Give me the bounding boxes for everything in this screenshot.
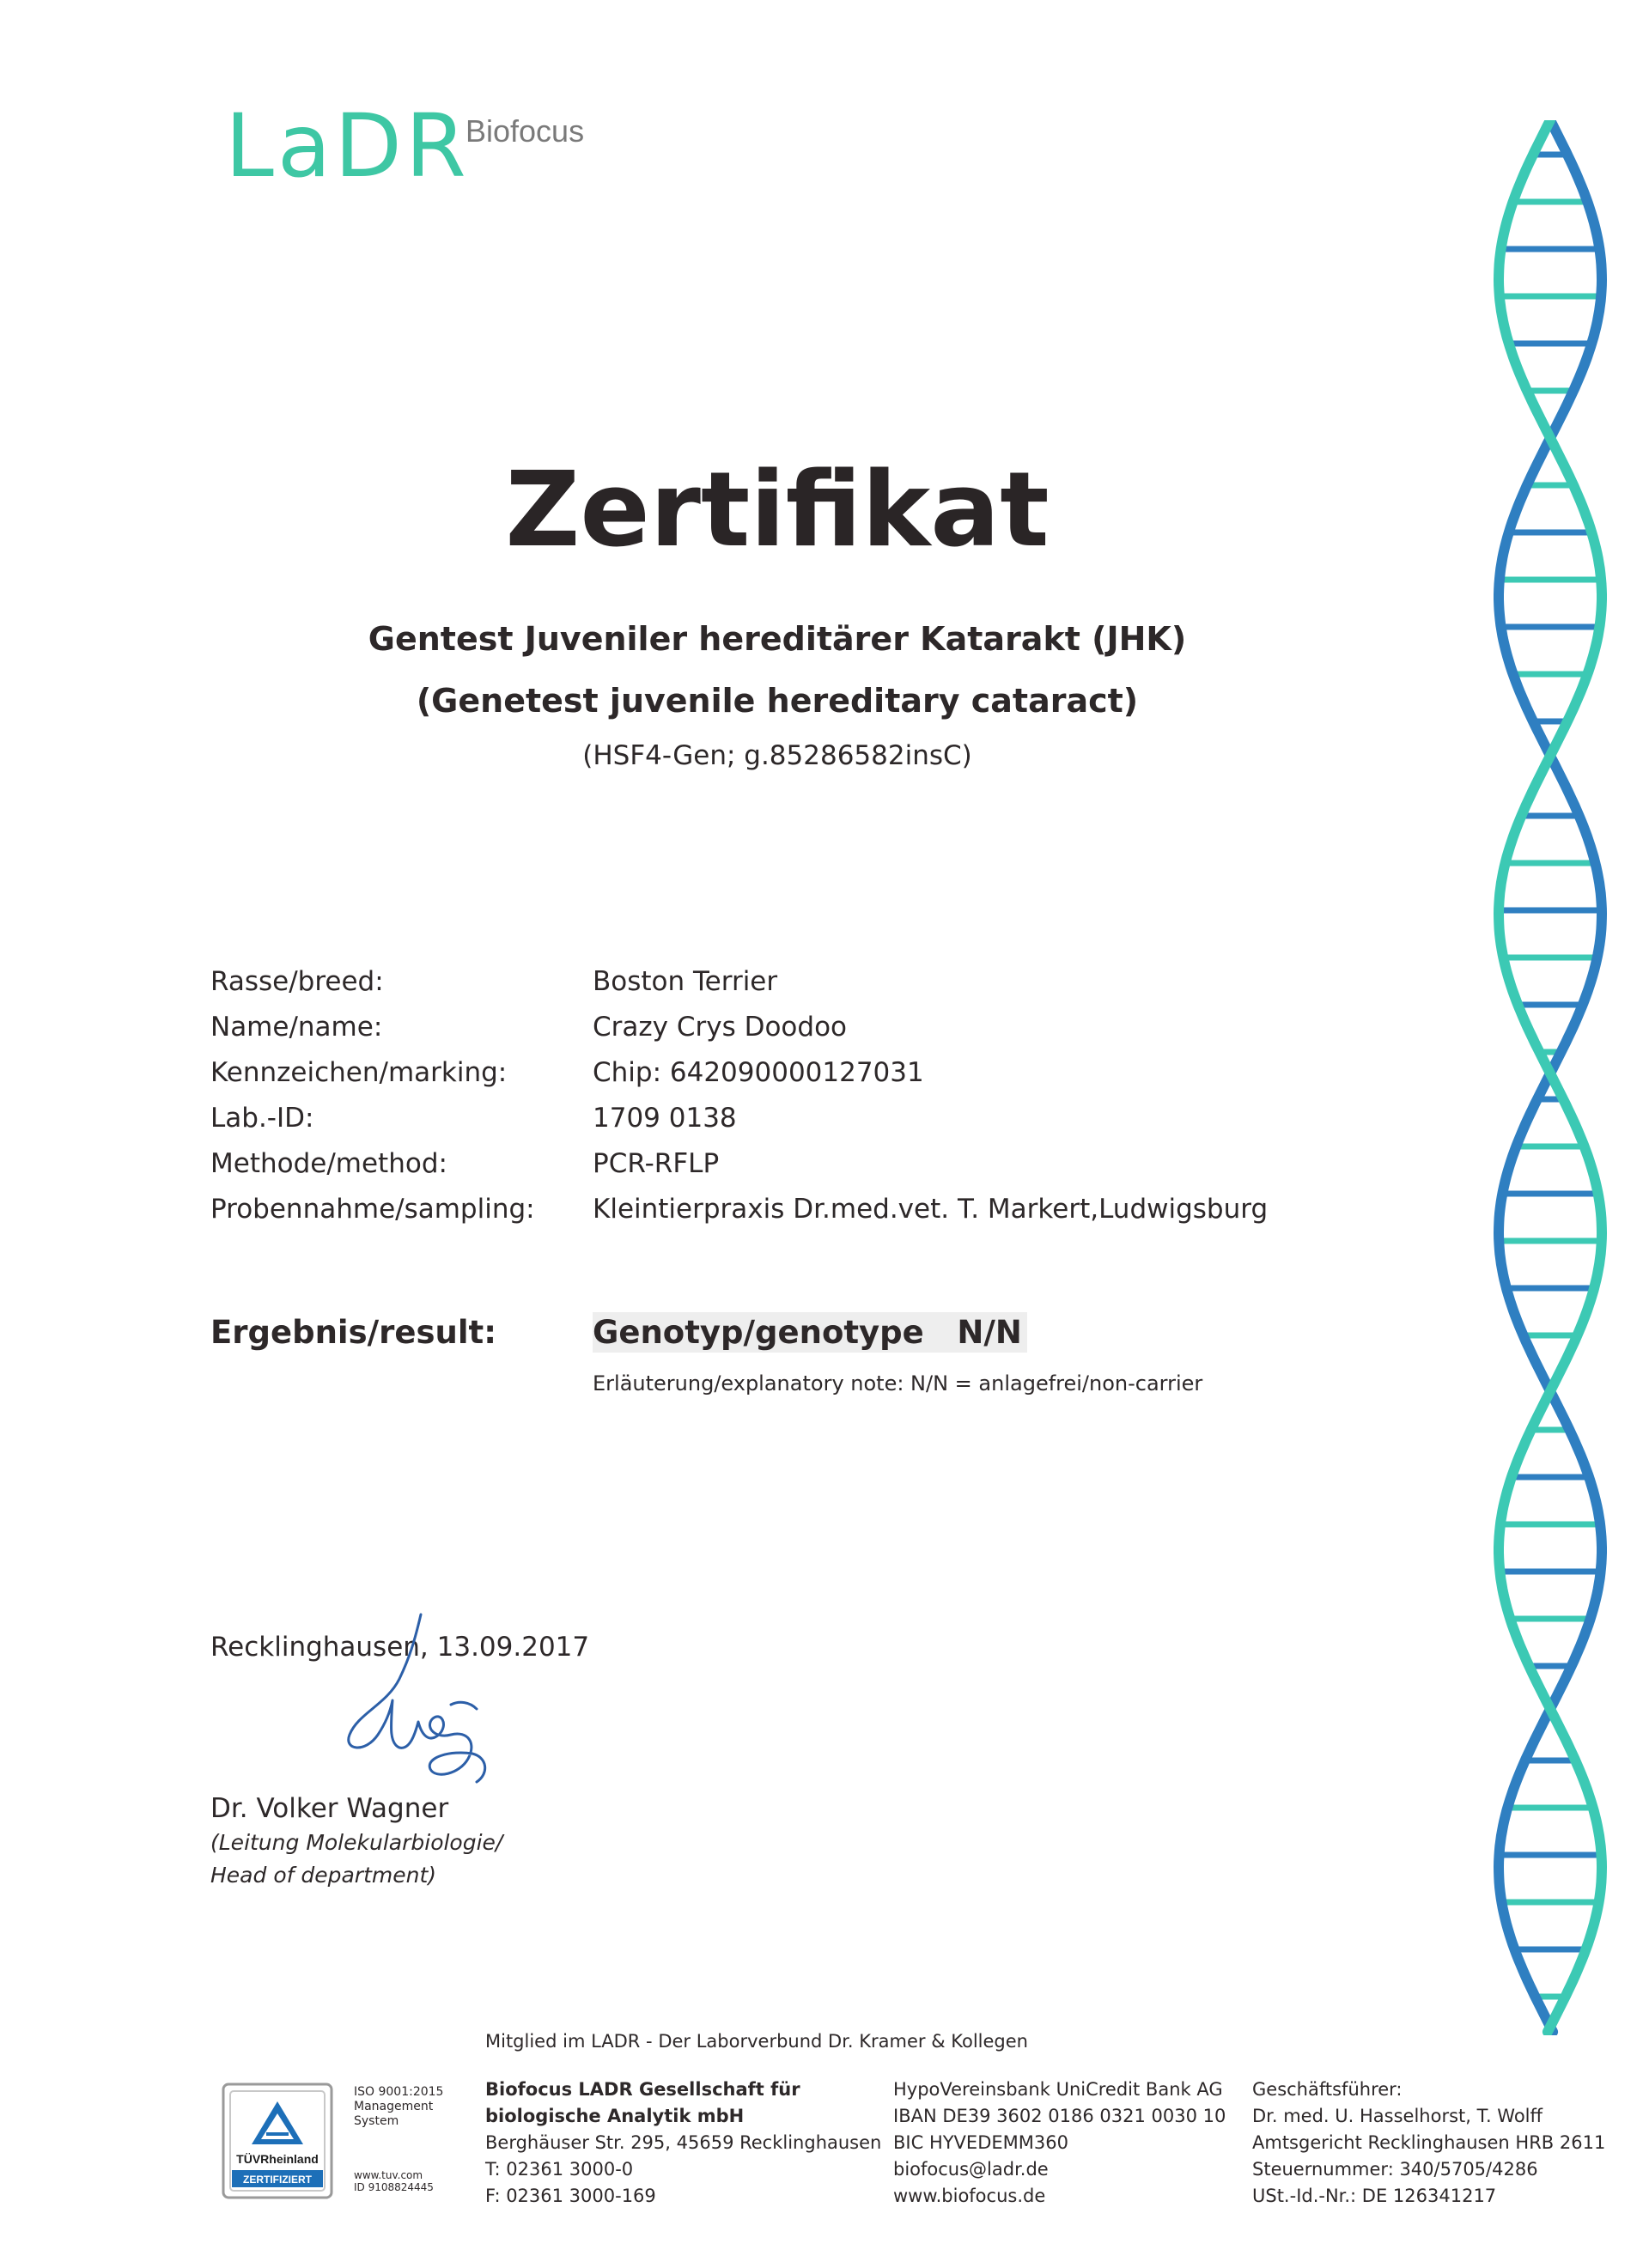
legal-line: USt.-Id.-Nr.: DE 126341217 xyxy=(1252,2186,1497,2206)
tuv-badge: ZERTIFIZIERT xyxy=(243,2174,312,2186)
detail-row-name xyxy=(210,1005,1327,1050)
detail-label: Probennahme/sampling: xyxy=(210,1194,535,1225)
detail-value: Crazy Crys Doodoo xyxy=(593,1012,848,1043)
detail-row-lab-id xyxy=(210,1096,1327,1141)
detail-value: Kleintierpraxis Dr.med.vet. T. Markert,Ludwigsburg xyxy=(593,1194,1269,1225)
detail-label: Methode/method: xyxy=(210,1148,447,1179)
tuv-brand: TÜVRheinland xyxy=(236,2152,319,2166)
iso-line: System xyxy=(354,2114,399,2128)
contact-email: biofocus@ladr.de xyxy=(893,2159,1049,2180)
footer-company-info xyxy=(485,2076,881,2210)
gene-reference: (HSF4-Gen; g.85286582insC) xyxy=(582,740,972,771)
test-name-english: (Genetest juvenile hereditary cataract) xyxy=(416,682,1139,720)
result-explanatory-note: Erläuterung/explanatory note: N/N = anlagefrei/non-carrier xyxy=(593,1371,1203,1395)
logo-mark: LaDR xyxy=(225,95,470,198)
detail-label: Name/name: xyxy=(210,1012,383,1043)
detail-value: PCR-RFLP xyxy=(593,1148,720,1179)
company-address: Berghäuser Str. 295, 45659 Recklinghausen xyxy=(485,2132,882,2153)
signer-role-line: (Leitung Molekularbiologie/ xyxy=(210,1830,503,1855)
tuv-certification-seal xyxy=(222,2083,333,2199)
bank-bic: BIC HYVEDEMM360 xyxy=(893,2132,1068,2153)
detail-label: Kennzeichen/marking: xyxy=(210,1057,508,1088)
company-phone: T: 02361 3000-0 xyxy=(485,2159,634,2180)
iso-line: Management xyxy=(354,2100,434,2113)
company-name: Biofocus LADR Gesellschaft für xyxy=(485,2079,800,2100)
result-label: Ergebnis/result: xyxy=(210,1314,497,1351)
tuv-web: www.tuv.com xyxy=(354,2169,423,2181)
result-genotype: Genotyp/genotype N/N xyxy=(593,1312,1027,1353)
detail-label: Lab.-ID: xyxy=(210,1103,314,1134)
detail-label: Rasse/breed: xyxy=(210,966,384,997)
detail-row-method xyxy=(210,1141,1327,1187)
signer-role xyxy=(210,1827,502,1892)
company-fax: F: 02361 3000-169 xyxy=(485,2186,656,2206)
signer-role-line: Head of department) xyxy=(210,1863,437,1888)
helix-strand xyxy=(1499,120,1602,2032)
detail-value: Chip: 642090000127031 xyxy=(593,1057,924,1088)
detail-value: Boston Terrier xyxy=(593,966,778,997)
signer-name: Dr. Volker Wagner xyxy=(210,1793,449,1824)
footer-legal-info xyxy=(1252,2076,1605,2210)
bank-iban: IBAN DE39 3602 0186 0321 0030 10 xyxy=(893,2106,1226,2126)
iso-line: ISO 9001:2015 xyxy=(354,2085,444,2099)
legal-line: Amtsgericht Recklinghausen HRB 2611 xyxy=(1252,2132,1606,2153)
bank-name: HypoVereinsbank UniCredit Bank AG xyxy=(893,2079,1223,2100)
tuv-reference xyxy=(354,2169,434,2193)
legal-line: Steuernummer: 340/5705/4286 xyxy=(1252,2159,1538,2180)
iso-certification xyxy=(354,2085,443,2129)
logo-subtitle: Biofocus xyxy=(465,113,585,149)
test-name-german: Gentest Juveniler hereditärer Katarakt (JHK) xyxy=(368,620,1187,658)
detail-row-marking xyxy=(210,1050,1327,1096)
company-name-cont: biologische Analytik mbH xyxy=(485,2106,745,2126)
detail-row-sampling xyxy=(210,1187,1327,1232)
membership-note: Mitglied im LADR - Der Laborverbund Dr. Kramer & Kollegen xyxy=(485,2031,1028,2052)
legal-line: Geschäftsführer: xyxy=(1252,2079,1403,2100)
contact-website: www.biofocus.de xyxy=(893,2186,1046,2206)
legal-line: Dr. med. U. Hasselhorst, T. Wolff xyxy=(1252,2106,1543,2126)
detail-row-breed xyxy=(210,959,1327,1005)
certificate-title: Zertifikat xyxy=(505,451,1050,570)
tuv-id: ID 9108824445 xyxy=(354,2181,434,2193)
company-logo xyxy=(225,95,620,211)
dna-helix-graphic xyxy=(1477,120,1623,2035)
place-and-date: Recklinghausen, 13.09.2017 xyxy=(210,1632,590,1663)
sample-details xyxy=(210,959,1327,1232)
handwritten-signature xyxy=(339,1606,502,1795)
detail-value: 1709 0138 xyxy=(593,1103,737,1134)
footer-bank-info xyxy=(893,2076,1226,2210)
